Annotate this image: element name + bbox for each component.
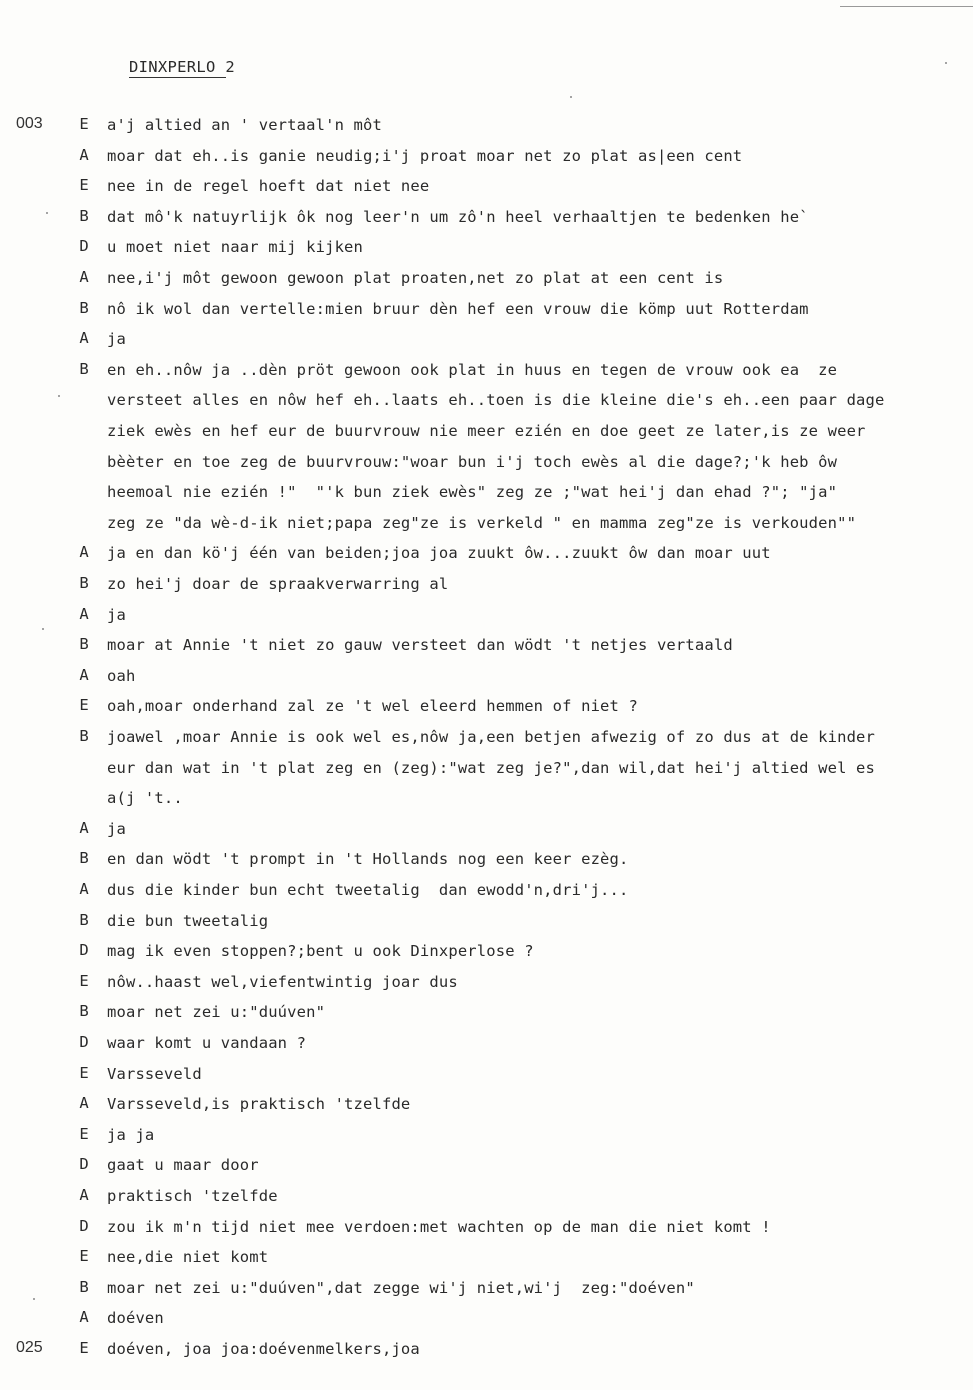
- utterance: [107, 1242, 969, 1273]
- utterance: [107, 661, 969, 692]
- speaker-label: A: [79, 145, 89, 164]
- utterance-line: moar net zei u:"duúven": [107, 1003, 326, 1022]
- utterance-line: ja: [107, 605, 126, 624]
- scan-speck: [945, 62, 947, 64]
- utterance-line: eur dan wat in 't plat zeg en (zeg):"wat zeg je?",dan wil,dat hei'j altied wel es: [107, 758, 876, 777]
- utterance: [107, 906, 969, 937]
- utterance-line: nee,die niet komt: [107, 1248, 269, 1267]
- speaker-label: B: [79, 727, 89, 745]
- utterance-line: zo hei'j doar de spraakverwarring al: [107, 575, 449, 593]
- utterance-line: nee,i'j môt gewoon gewoon plat proaten,net zo plat at een cent is: [107, 269, 724, 287]
- utterance-line: Varsseveld: [107, 1064, 202, 1083]
- utterance: [107, 722, 969, 814]
- speaker-label: A: [79, 818, 89, 837]
- speaker-label: B: [79, 298, 89, 317]
- utterance: [107, 967, 969, 998]
- utterance: [107, 1028, 969, 1059]
- utterance: [107, 1212, 969, 1243]
- scan-speck: [42, 628, 44, 630]
- utterance-line: joawel ,moar Annie is ook wel es,nôw ja,een betjen afwezig of zo dus at de kinder: [107, 728, 876, 746]
- utterance-line: u moet niet naar mij kijken: [107, 238, 364, 257]
- utterance: [107, 691, 969, 722]
- scan-speck: [33, 1298, 35, 1300]
- utterance-line: die bun tweetalig: [107, 911, 269, 930]
- utterance: [107, 294, 969, 325]
- line-number: 025: [16, 1339, 43, 1356]
- utterance: [107, 355, 969, 539]
- speaker-label: B: [79, 1002, 89, 1021]
- utterance: [107, 630, 969, 661]
- utterance: [107, 1089, 969, 1120]
- speaker-label: A: [79, 1094, 89, 1113]
- utterance: [107, 202, 969, 233]
- utterance: [107, 324, 969, 355]
- speaker-label: B: [79, 1277, 89, 1296]
- utterance-line: gaat u maar door: [107, 1156, 259, 1175]
- utterance: [107, 1150, 969, 1181]
- utterance-line: nô ik wol dan vertelle:mien bruur dèn hef een vrouw die kömp uut Rotterdam: [107, 299, 809, 318]
- utterance: [107, 1273, 969, 1304]
- speaker-label: D: [79, 1033, 89, 1051]
- utterance: [107, 997, 969, 1028]
- utterance: [107, 936, 969, 967]
- speaker-label: E: [79, 1063, 89, 1082]
- speaker-label: B: [79, 635, 89, 654]
- utterance-line: nôw..haast wel,viefentwintig joar dus: [107, 972, 458, 991]
- speaker-label: D: [79, 237, 89, 256]
- utterance-line: zou ik m'n tijd niet mee verdoen:met wachten op de man die niet komt !: [107, 1217, 771, 1236]
- utterance-line: ja ja: [107, 1125, 155, 1144]
- line-number: 003: [16, 115, 43, 132]
- speaker-label: D: [79, 1216, 89, 1235]
- speaker-label: E: [79, 971, 89, 990]
- utterance-line: dat mô'k natuyrlijk ôk nog leer'n um zô'n heel verhaaltjen te bedenken he`: [107, 207, 809, 226]
- utterance: [107, 263, 969, 294]
- utterance-line: ja en dan kö'j één van beiden;joa joa zuukt ôw...zuukt ôw dan moar uut: [107, 544, 771, 563]
- utterance-line: moar net zei u:"duúven",dat zegge wi'j niet,wi'j zeg:"doéven": [107, 1278, 695, 1297]
- speaker-label: E: [79, 1124, 89, 1143]
- speaker-label: E: [79, 1339, 89, 1357]
- utterance-line: doéven, joa joa:doévenmelkers,joa: [107, 1340, 420, 1358]
- utterance-line: en dan wödt 't prompt in 't Hollands nog een keer ezèg.: [107, 850, 629, 869]
- utterance: [107, 1303, 969, 1334]
- speaker-label: B: [79, 359, 89, 378]
- utterance: [107, 171, 969, 202]
- utterance: [107, 1120, 969, 1151]
- utterance-line: heemoal nie ezién !" "'k bun ziek ewès" zeg ze ;"wat hei'j dan ehad ?"; "ja": [107, 483, 838, 502]
- utterance: [107, 875, 969, 906]
- speaker-label: E: [79, 176, 89, 195]
- speaker-label: E: [79, 1247, 89, 1266]
- utterance-line: oah,moar onderhand zal ze 't wel eleerd hemmen of niet ?: [107, 697, 638, 716]
- utterance-line: versteet alles en nôw hef eh..laats eh..toen is die kleine die's eh..een paar dage: [107, 391, 885, 410]
- scan-speck: [570, 96, 572, 98]
- utterance-line: en eh..nôw ja ..dèn pröt gewoon ook plat in huus en tegen de vrouw ook ea ze: [107, 360, 838, 379]
- utterance: [107, 600, 969, 631]
- utterance-line: a(j 't..: [107, 789, 183, 808]
- utterance-line: bèèter en toe zeg de buurvrouw:"woar bun i'j toch ewès al die dage?;'k heb ôw: [107, 452, 838, 471]
- utterance: [107, 110, 969, 141]
- utterance-line: dus die kinder bun echt tweetalig dan ewodd'n,dri'j...: [107, 881, 629, 899]
- speaker-label: E: [79, 115, 89, 133]
- top-edge-rule: [840, 6, 973, 7]
- utterance-line: mag ik even stoppen?;bent u ook Dinxperlose ?: [107, 942, 534, 961]
- utterance-line: praktisch 'tzelfde: [107, 1187, 278, 1205]
- utterance-line: moar at Annie 't niet zo gauw versteet dan wödt 't netjes vertaald: [107, 636, 733, 655]
- utterance: [107, 844, 969, 875]
- speaker-label: A: [79, 1308, 89, 1327]
- speaker-label: A: [79, 880, 89, 898]
- utterance: [107, 1334, 969, 1365]
- utterance-line: moar dat eh..is ganie neudig;i'j proat moar net zo plat as|een cent: [107, 146, 743, 165]
- speaker-label: A: [79, 1186, 89, 1204]
- speaker-label: B: [79, 206, 89, 225]
- utterance: [107, 1059, 969, 1090]
- utterance: [107, 1181, 969, 1212]
- speaker-label: A: [79, 268, 89, 286]
- speaker-label: D: [79, 941, 89, 960]
- scan-speck: [46, 212, 48, 214]
- title-underline: [129, 77, 226, 78]
- utterance: [107, 232, 969, 263]
- utterance: [107, 814, 969, 845]
- scan-speck: [58, 395, 60, 397]
- speaker-label: B: [79, 574, 89, 592]
- speaker-label: B: [79, 849, 89, 868]
- speaker-label: A: [79, 604, 89, 623]
- speaker-label: A: [79, 543, 89, 562]
- utterance: [107, 538, 969, 569]
- utterance-line: zeg ze "da wè-d-ik niet;papa zeg"ze is verkeld " en mamma zeg"ze is verkouden"": [107, 513, 857, 532]
- utterance-line: a'j altied an ' vertaal'n môt: [107, 116, 382, 134]
- utterance-line: doéven: [107, 1309, 164, 1328]
- speaker-label: A: [79, 665, 89, 684]
- utterance-line: nee in de regel hoeft dat niet nee: [107, 177, 430, 196]
- utterance: [107, 569, 969, 600]
- speaker-label: D: [79, 1155, 89, 1174]
- utterance-line: ja: [107, 819, 126, 838]
- document-title: DINXPERLO 2: [129, 58, 235, 76]
- speaker-label: A: [79, 329, 89, 348]
- utterance: [107, 141, 969, 172]
- utterance-line: oah: [107, 666, 136, 685]
- utterance-line: Varsseveld,is praktisch 'tzelfde: [107, 1095, 411, 1114]
- utterance-line: ziek ewès en hef eur de buurvrouw nie meer ezién en doe geet ze later,is ze weer: [107, 421, 866, 440]
- speaker-label: B: [79, 910, 89, 929]
- utterance-line: waar komt u vandaan ?: [107, 1034, 307, 1052]
- speaker-label: E: [79, 696, 89, 715]
- utterance-line: ja: [107, 330, 126, 349]
